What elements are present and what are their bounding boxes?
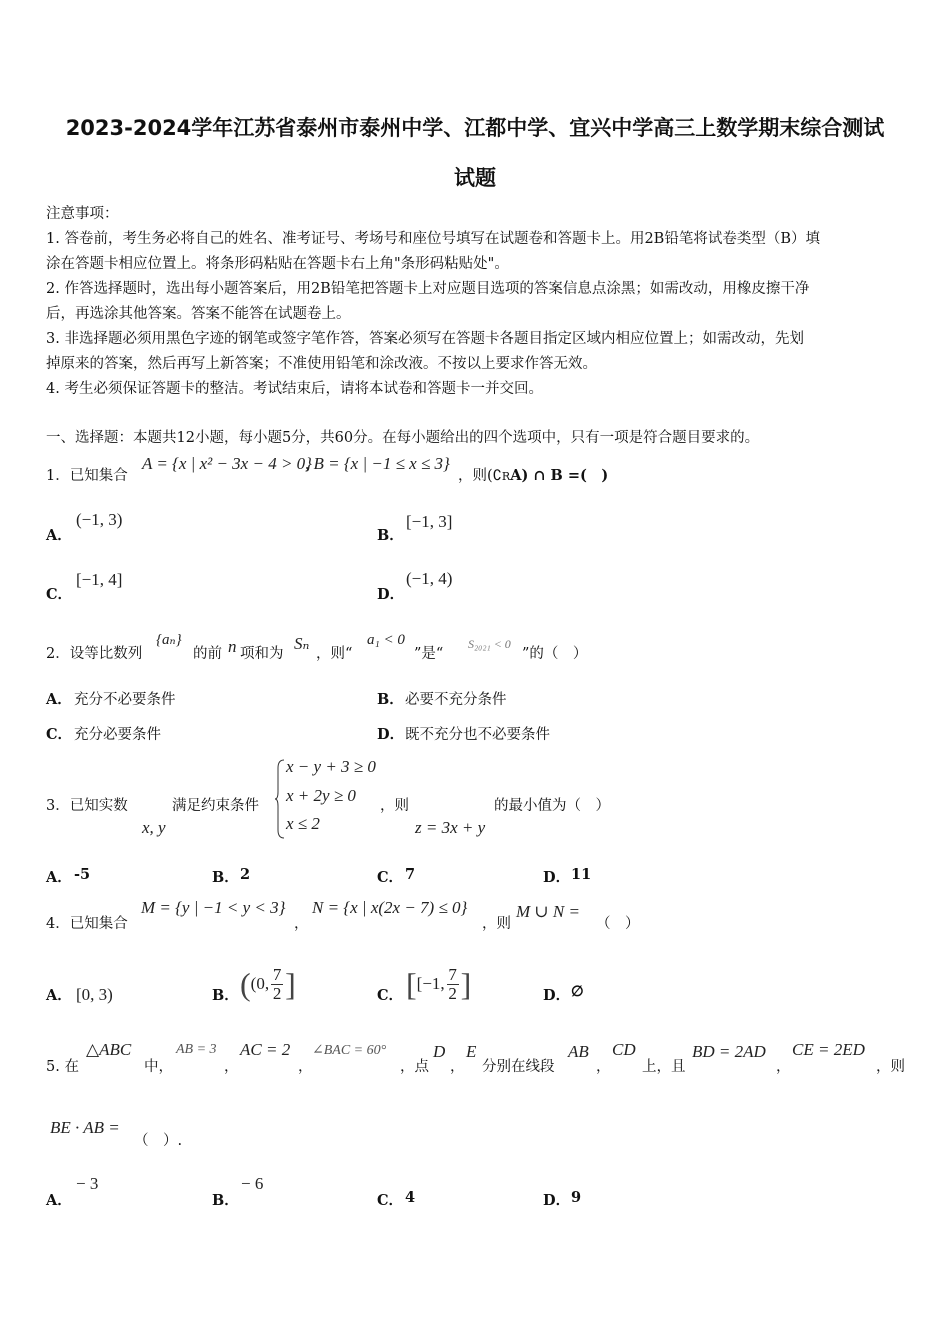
q3-option-a: -5 [74,866,91,883]
notice-line: 2. 作答选择题时，选出每小题答案后，用2B铅笔把答题卡上对应题目选项的答案信息点涂黑；如需改动，用橡皮擦干净 [46,281,810,297]
q4-option-d-label: D． [543,987,571,1004]
notice-line: 后，再选涂其他答案。答案不能答在试题卷上。 [46,306,351,322]
q5-option-c: 4 [405,1189,416,1206]
q2-option-a: 充分不必要条件 [74,692,176,708]
q1-option-b: [−1, 3] [406,512,453,531]
notice-line: 4. 考生必须保证答题卡的整洁。考试结束后，请将本试卷和答题卡一并交回。 [46,381,543,397]
q5-text: 分别在线段 [482,1059,555,1075]
q1-set-a: A = {x | x² − 3x − 4 > 0} [142,454,312,473]
q3-constraint-2: x + 2y ≥ 0 [286,786,356,805]
q5-triangle: △ABC [86,1040,132,1059]
notice-line: 掉原来的答案，然后再写上新答案；不准使用铅笔和涂改液。不按以上要求作答无效。 [46,356,597,372]
q4-option-c-denominator: 2 [448,983,457,1003]
notice-heading: 注意事项： [46,206,119,222]
q1-tail-sub: R [501,470,511,483]
q5-text: ， [776,1059,791,1075]
q5-point-d: D [433,1042,446,1061]
q5-text: ，点 [400,1059,429,1075]
q4-option-b-close: ] [285,965,296,1002]
q4-option-c: [ [−1, 7 2 ] [406,964,472,1003]
q4-option-b-numerator: 7 [272,964,282,984]
q5-option-d: 9 [571,1189,582,1206]
q5-stem: 5. 在 [46,1059,79,1075]
q5-angle: ∠BAC = 60° [312,1043,387,1058]
q2-option-d-label: D． [377,726,405,743]
q2-option-b: 必要不充分条件 [405,692,507,708]
q4-stem: 4．已知集合 [46,916,128,932]
q2-n: n [228,637,237,656]
q4-text: ， [294,916,309,932]
q5-seg-ab: AB [568,1042,589,1061]
q3-constraint-3: x ≤ 2 [286,814,320,833]
q4-option-c-label: C． [377,987,404,1004]
q3-option-d: 11 [571,866,592,883]
q5-point-e: E [466,1042,477,1061]
q3-vars: x, y [142,818,166,837]
q3-option-d-label: D． [543,869,571,886]
q4-option-b: ( (0, 7 2 ] [240,964,296,1003]
q5-text: （ ）. [134,1133,183,1149]
q5-option-b: − 6 [241,1174,264,1193]
q3-constraint-brace [274,758,286,840]
q5-bd: BD = 2AD [692,1042,766,1061]
notice-line: 3. 非选择题必须用黑色字迹的钢笔或签字笔作答，答案必须写在答题卡各题目指定区域内相应位置上；如需改动，先划 [46,331,804,347]
q1-option-c-label: C． [46,586,73,603]
q1-option-b-label: B． [377,527,404,544]
q1-option-a-label: A． [46,527,72,544]
q5-dot-product: BE · AB = [50,1118,120,1137]
q4-option-c-close: ] [460,965,472,1002]
q5-option-d-label: D． [543,1192,571,1209]
q2-sn: Sₙ [294,634,310,653]
q1-option-a: (−1, 3) [76,510,123,529]
q1-stem: 1．已知集合 [46,468,128,484]
q5-option-a: − 3 [76,1174,99,1193]
q4-option-b-denominator: 2 [272,983,282,1003]
q4-text: （ ） [596,916,640,932]
q1-tail-text: ，则(∁ [458,468,502,484]
q2-option-a-label: A． [46,691,72,708]
q1-option-c: [−1, 4] [76,570,123,589]
q1-tail [458,464,608,485]
q5-option-b-label: B． [212,1192,239,1209]
q1-option-d-label: D． [377,586,405,603]
q5-text: ， [596,1059,611,1075]
q5-ac: AC = 2 [240,1040,291,1059]
q4-option-a: [0, 3) [76,985,113,1004]
q4-union: M ∪ N = [516,902,580,921]
q4-set-n: N = {x | x(2x − 7) ≤ 0} [312,898,468,917]
q1-option-d: (−1, 4) [406,569,453,588]
q2-option-b-label: B． [377,691,404,708]
q4-option-c-text: [−1, [416,974,445,993]
page-title: 2023-2024学年江苏省泰州市泰州中学、江都中学、宜兴中学高三上数学期末综合测试 [65,116,885,140]
q5-seg-cd: CD [612,1040,636,1059]
q3-option-c-label: C． [377,869,404,886]
q3-option-a-label: A． [46,869,72,886]
q2-text: 项和为 [240,646,284,662]
q5-text: 中， [144,1059,173,1075]
q3-objective: z = 3x + y [415,818,486,837]
q4-text: ，则 [482,916,511,932]
q4-option-b-text: (0, [250,974,270,993]
q3-option-b: 2 [240,866,251,883]
q2-stem: 2．设等比数列 [46,646,143,662]
q2-text: ”是“ [414,646,444,662]
q3-text: 满足约束条件 [172,798,259,814]
q2-text: ”的（ ） [522,646,588,662]
section-heading: 一、选择题：本题共12小题，每小题5分，共60分。在每小题给出的四个选项中，只有一项是符合题目要求的。 [46,430,760,446]
q5-ce: CE = 2ED [792,1040,865,1059]
q3-option-c: 7 [405,866,416,883]
q2-cond1: a₁ < 0 [367,632,405,648]
q2-cond2: S₂₀₂₁ < 0 [468,637,511,651]
q5-option-a-label: A． [46,1192,72,1209]
q4-option-c-numerator: 7 [448,964,457,984]
q4-set-m: M = {y | −1 < y < 3} [141,898,286,917]
q3-text: 的最小值为（ ） [494,798,610,814]
notice-line: 1. 答卷前，考生务必将自己的姓名、准考证号、考场号和座位号填写在试题卷和答题卡上。用2B铅笔将试卷类型（B）填 [46,231,820,247]
q2-text: 的前 [193,646,222,662]
q2-option-c-label: C． [46,726,73,743]
q5-text: ， [224,1059,239,1075]
q5-text: ，则 [876,1059,905,1075]
q2-option-d: 既不充分也不必要条件 [405,727,550,743]
page-title-line2: 试题 [454,166,496,190]
q5-text: 上，且 [642,1059,686,1075]
q1-set-b: , B = {x | −1 ≤ x ≤ 3} [305,454,450,473]
q2-sequence: {aₙ} [156,632,182,648]
q5-text: ， [298,1059,313,1075]
q5-option-c-label: C． [377,1192,404,1209]
notice-line: 涂在答题卡相应位置上。将条形码粘贴在答题卡右上角"条形码粘贴处"。 [46,256,509,272]
q4-option-b-label: B． [212,987,239,1004]
q2-option-c: 充分必要条件 [74,727,161,743]
q5-text: ， [450,1059,465,1075]
q3-stem: 3．已知实数 [46,798,128,814]
q1-tail-text2: A) ∩ B =( ) [510,467,609,484]
q4-option-d: ∅ [571,983,584,1000]
q5-ab: AB = 3 [176,1042,217,1057]
q3-text: ，则 [380,798,409,814]
q4-option-a-label: A． [46,987,72,1004]
q2-text: ，则“ [316,646,353,662]
q3-option-b-label: B． [212,869,239,886]
q3-constraint-1: x − y + 3 ≥ 0 [286,757,376,776]
